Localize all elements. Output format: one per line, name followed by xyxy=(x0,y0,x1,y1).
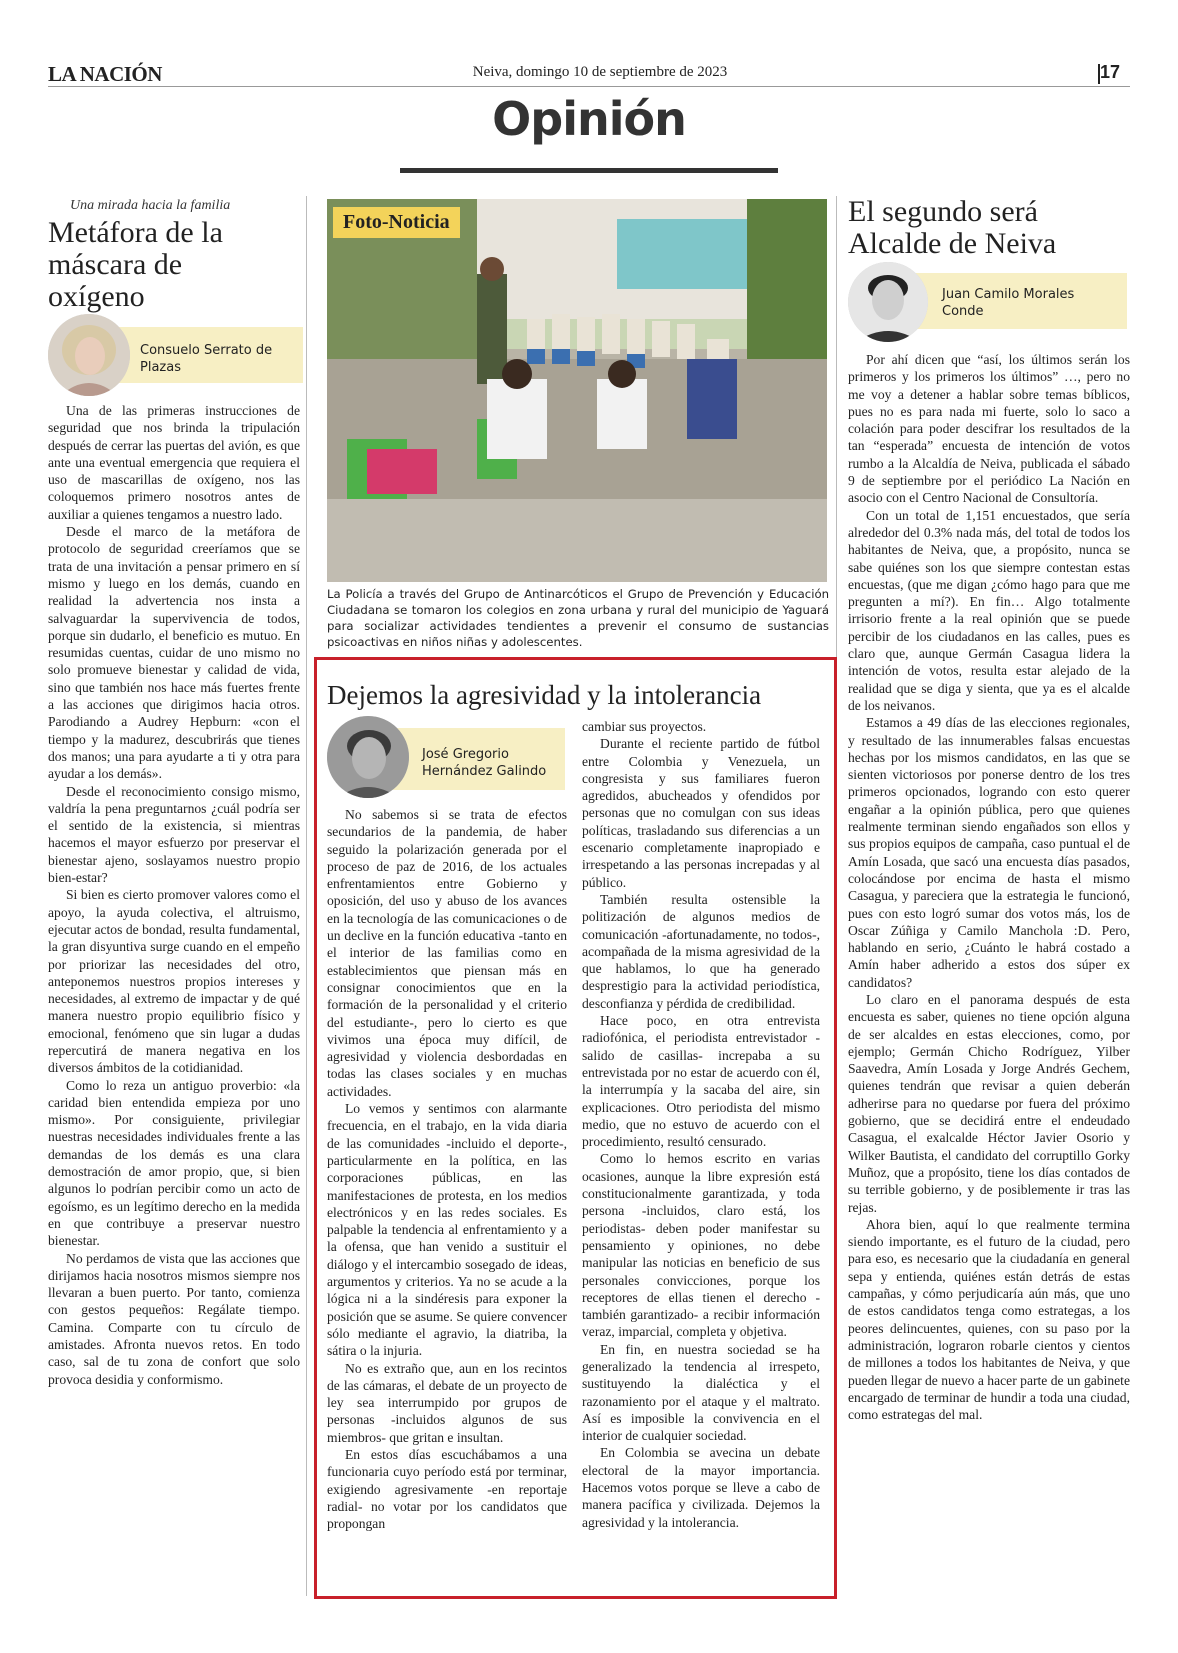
author-avatar xyxy=(327,716,409,798)
paragraph: Con un total de 1,151 encuestados, que sería alrededor del 0.3% nada más, del total de todos los habitantes de Neiva, que, a propósito, nunca se sabe quiénes son los que siempre contestan estas encuestas, (que me digan ¿cómo hago para que me pregunten a mí?). En fin… Algo totalmente irrisorio frente a la real opinión que se puede percibir de los ciudadanos en las calles, pues es claro que, aunque Germán Casagua lidera la intención de votos, resulta estar alejado de la realidad que se diga y sienta, que ya es el alcalde de los neivanos. xyxy=(848,507,1130,713)
article-body xyxy=(48,402,300,1388)
article-kicker: Una mirada hacia la familia xyxy=(70,198,231,213)
article-headline: El segundo será Alcalde de Neiva xyxy=(848,195,1057,260)
author-avatar xyxy=(48,314,130,396)
author-name: José Gregorio Hernández Galindo xyxy=(422,747,547,779)
paragraph: Ahora bien, aquí lo que realmente termina siendo importante, es el futuro de la ciudad, pero para eso, es necesario que la ciudadanía en general sepa y entienda, quiénes están detrás de estas campañas, y cómo perjudicaría aún más, que uno de estos candidatos tenga como estrategas, a los peores delincuentes, quienes, con su paso por la administración, lograron robarle cientos y cientos de millones a todos los habitantes de Neiva, y que pueden llegar de nuevo a hacer parte de un gabinete encargado de terminar de hundir a toda una ciudad, como estrategas del mal. xyxy=(848,1216,1130,1423)
paragraph: También resulta ostensible la politización de algunos medios de comunicación -afortunadamente, no todos-, acompañada de la misma agresividad de la que hablamos, lo que ha generado desprestigio para la actividad periodística, desconfianza y pérdida de credibilidad. xyxy=(582,891,820,1011)
section-title: Opinión xyxy=(492,92,686,146)
paragraph: Como lo hemos escrito en varias ocasiones, aunque la libre expresión está constitucionalmente garantizada, y toda persona -incluidos, claro está, los periodistas- deben poder manifestar su pensamiento y opiniones, no debe manipular las noticias en beneficio de sus personales convicciones, porque los receptores de ellas tienen el derecho -también garantizado- a recibir información veraz, imparcial, completa y objetiva. xyxy=(582,1151,820,1340)
article-body xyxy=(848,351,1130,1423)
foto-noticia-label: Foto-Noticia xyxy=(333,207,460,238)
article-headline: Dejemos la agresividad y la intolerancia xyxy=(327,680,762,710)
newspaper-logo: LA NACIÓN xyxy=(48,62,162,86)
paragraph: Hace poco, en otra entrevista radiofónica, el periodista entrevistador -salido de casillas- increpaba a su entrevistada por no estar de acuerdo con él, la interrumpía y la sacaba del aire, sin explicaciones. Otro periodista del mismo medio, que no estuvo de acuerdo con el procedimiento, resultó censurado. xyxy=(582,1013,820,1150)
article-headline: Metáfora de la máscara de oxígeno xyxy=(48,216,223,313)
header-rule xyxy=(48,86,1130,87)
author-name: Consuelo Serrato de Plazas xyxy=(140,343,273,375)
paragraph: En estos días escuchábamos a una funcionaria cuyo período está por terminar, exigiendo agresivamente -en reportaje radial- no votar por los candidatos que propongan xyxy=(327,1446,567,1532)
paragraph: No perdamos de vista que las acciones que dirijamos hacia nosotros mismos siempre nos llevaran a buen puerto. Por tanto, comienza con gestos pequeños: Regálate tiempo. Camina. Comparte con tu círculo de amistades. Afronta nuevos retos. En todo caso, sal de tu zona de confort que solo provoca desidia y conformismo. xyxy=(48,1250,300,1387)
news-photo xyxy=(327,199,827,582)
paragraph: Como lo reza un antiguo proverbio: «la caridad bien entendida empieza por uno mismo». Por consiguiente, privilegiar nuestras necesidades individuales frente a las demandas de los demás es una clara demostración de amor propio, que, si bien algunos lo podrían percibir como un acto de egoísmo, es un legítimo derecho en la medida en que contribuye a preservar nuestro bienestar. xyxy=(48,1077,300,1249)
paragraph: Lo vemos y sentimos con alarmante frecuencia, en el trabajo, en la vida diaria de las comunidades -incluido el deporte-, particularmente en la política, en las corporaciones públicas, en las manifestaciones de protesta, en los medios electrónicos y en las redes sociales. Es palpable la tendencia al enfrentamiento y a la ofensa, que han venido a sustituir el diálogo y el intercambio sosegado de ideas, argumentos y criterios. Ya no se acude a la lógica ni a la sindéresis para exponer la posición que se asume. Se quiere convencer sólo mediante el agravio, la diatriba, la sátira o la injuria. xyxy=(327,1101,567,1359)
paragraph: Desde el marco de la metáfora de protocolo de seguridad creeríamos que se trata de una invitación a pensar primero en sí mismo y luego en los demás, cuando en realidad la advertencia nos insta a salvaguardar la supervivencia de todos, porque sin dudarlo, el beneficio es mutuo. En resumidas cuentas, cuidar de uno mismo no solo promueve bienestar y calidad de vida, sino que también nos hace más fuertes frente a las acciones que dirigimos hacia otros. Parodiando a Audrey Hepburn: «con el tiempo y la madurez, descubrirás que tienes dos manos; una para ayudarte a ti y otra para ayudar a los demás». xyxy=(48,524,300,782)
paragraph: En Colombia se avecina un debate electoral de la mayor importancia. Hacemos votos porque se lleve a cabo de manera pacífica y civilizada. Dejemos la agresividad y la intolerancia. xyxy=(582,1445,820,1530)
column-separator xyxy=(306,196,307,1596)
section-underline xyxy=(400,168,778,173)
paragraph: No es extraño que, aun en los recintos de las cámaras, el debate de un proyecto de ley sea interrumpido por grupos de personas -incluidos algunos de sus miembros- que gritan e insultan. xyxy=(327,1360,567,1445)
paragraph-continuation: cambiar sus proyectos. xyxy=(582,719,707,734)
author-avatar xyxy=(848,262,928,342)
paragraph: Desde el reconocimiento consigo mismo, valdría la pena preguntarnos ¿cuál podría ser el sentido de la existencia, si mientras hacemos el mayor esfuerzo por preservar el bienestar ajeno, soslayamos nuestro propio bien-estar? xyxy=(48,783,300,886)
paragraph: Una de las primeras instrucciones de seguridad que nos brinda la tripulación después de cerrar las puertas del avión, es que ante una eventual emergencia que requiera el uso de mascarillas de oxígeno, nos las coloquemos primero nosotros antes de auxiliar a quienes tengamos a nuestro lado. xyxy=(48,403,300,522)
photo-caption: La Policía a través del Grupo de Antinarcóticos el Grupo de Prevención y Educación Ciudadana se tomaron los colegios en zona urbana y rural del municipio de Yaguará para socializar actividades tendientes a prevenir el consumo de sustancias psicoactivas en niños niñas y adolescentes. xyxy=(327,587,829,649)
paragraph: Estamos a 49 días de las elecciones regionales, y resultado de las innumerables falsas encuestas hechas por los mismos candidatos, en las que se sienten victoriosos por ponerse dentro de los tres primeros opcionados, logrando con esto querer engañar a la opinión pública, pero que quienes realmente terminan siendo engañados son ellos y sus propios equipos de campaña, caso puntual el de Amín Losada, que sacó una encuesta días pasados, colocándose por encima de hasta el mismo Casagua, y pareciera que la estrategia le funcionó, pues con esto logró sumar dos votos más, los de Oscar Zúñiga y Camilo Manchola :D. Pero, hablando en serio, ¿Cuánto le habrá costado a Amín haber adherido a estos dos súper ex candidatos? xyxy=(848,715,1130,990)
article-body-col1 xyxy=(327,806,567,1532)
paragraph: Lo claro en el panorama después de esta encuesta es saber, quienes no tiene opción alguna de ser alcaldes en estas elecciones, como, por ejemplo; Germán Chicho Rodríguez, Yilber Saavedra, Amín Losada y Jorge Andrés Gechem, quienes tendrán que revisar a quien deberán adherirse para no quedarse por fuera del próximo gobierno, que se decidirá entre el endeudado Casagua, el exalcalde Héctor Javier Osorio y Wilker Bautista, el candidato del corruptillo Gorky Muñoz, que a propósito, tiene los días contados de su terrible gobierno, y de posiblemente ir tras las rejas. xyxy=(848,991,1130,1215)
article-body-col2 xyxy=(582,718,820,1531)
paragraph: Por ahí dicen que “así, los últimos serán los primeros y los primeros los últimos” …, pero no me voy a detener a hablar sobre temas bíblicos, pues no es para nada mi fuerte, solo lo saco a colación para poder descifrar los resultados de la tan “esperada” encuesta de intención de votos rumbo a la Alcaldía de Neiva, publicada el sábado 9 de septiembre por el periódico La Nación en asocio con el Centro Nacional de Consultoría. xyxy=(848,352,1130,506)
author-name: Juan Camilo Morales Conde xyxy=(942,287,1075,319)
paragraph: No sabemos si se trata de efectos secundarios de la pandemia, de haber seguido la polarización generada por el proceso de paz de 2016, de los actuales enfrentamientos entre Gobierno y oposición, del uso y abuso de los avances en la tecnología de las comunicaciones o de un declive en la función educativa -tanto en el interior de las familias como en establecimientos que piensan más en consignar conocimientos que en la formación de la personalidad y el criterio del estudiante-, pero lo cierto es que vivimos una época muy difícil, de agresividad y violencia desbordadas en todas las clases sociales y en muchas actividades. xyxy=(327,807,567,1099)
paragraph: En fin, en nuestra sociedad se ha generalizado la tendencia al irrespeto, sustituyendo la dialéctica y el razonamiento por el ataque y el maltrato. Así es imposible la convivencia en el interior de cualquier sociedad. xyxy=(582,1341,820,1444)
issue-date: Neiva, domingo 10 de septiembre de 2023 xyxy=(472,64,728,80)
paragraph: Durante el reciente partido de fútbol entre Colombia y Venezuela, un congresista y sus familiares fueron agredidos, abucheados y ofendidos por personas que no comulgan con sus ideas políticas, trasladando sus diferencias a un escenario completamente inapropiado e irrespetando a las personas increpadas y al público. xyxy=(582,736,820,890)
paragraph: Si bien es cierto promover valores como el apoyo, la ayuda colectiva, el altruismo, ejecutar actos de bondad, resulta fundamental, la gran disyuntiva surge cuando en el empeño por priorizar las necesidades del otro, anteponemos nuestros propios intereses y necesidades, al extremo de impactar y de qué manera nuestro propio equilibrio físico y emocional, fenómeno que sin lugar a dudas repercutirá de manera negativa en los diversos ámbitos de la cotidianidad. xyxy=(48,887,300,1076)
page-number: 17 xyxy=(1100,62,1121,82)
